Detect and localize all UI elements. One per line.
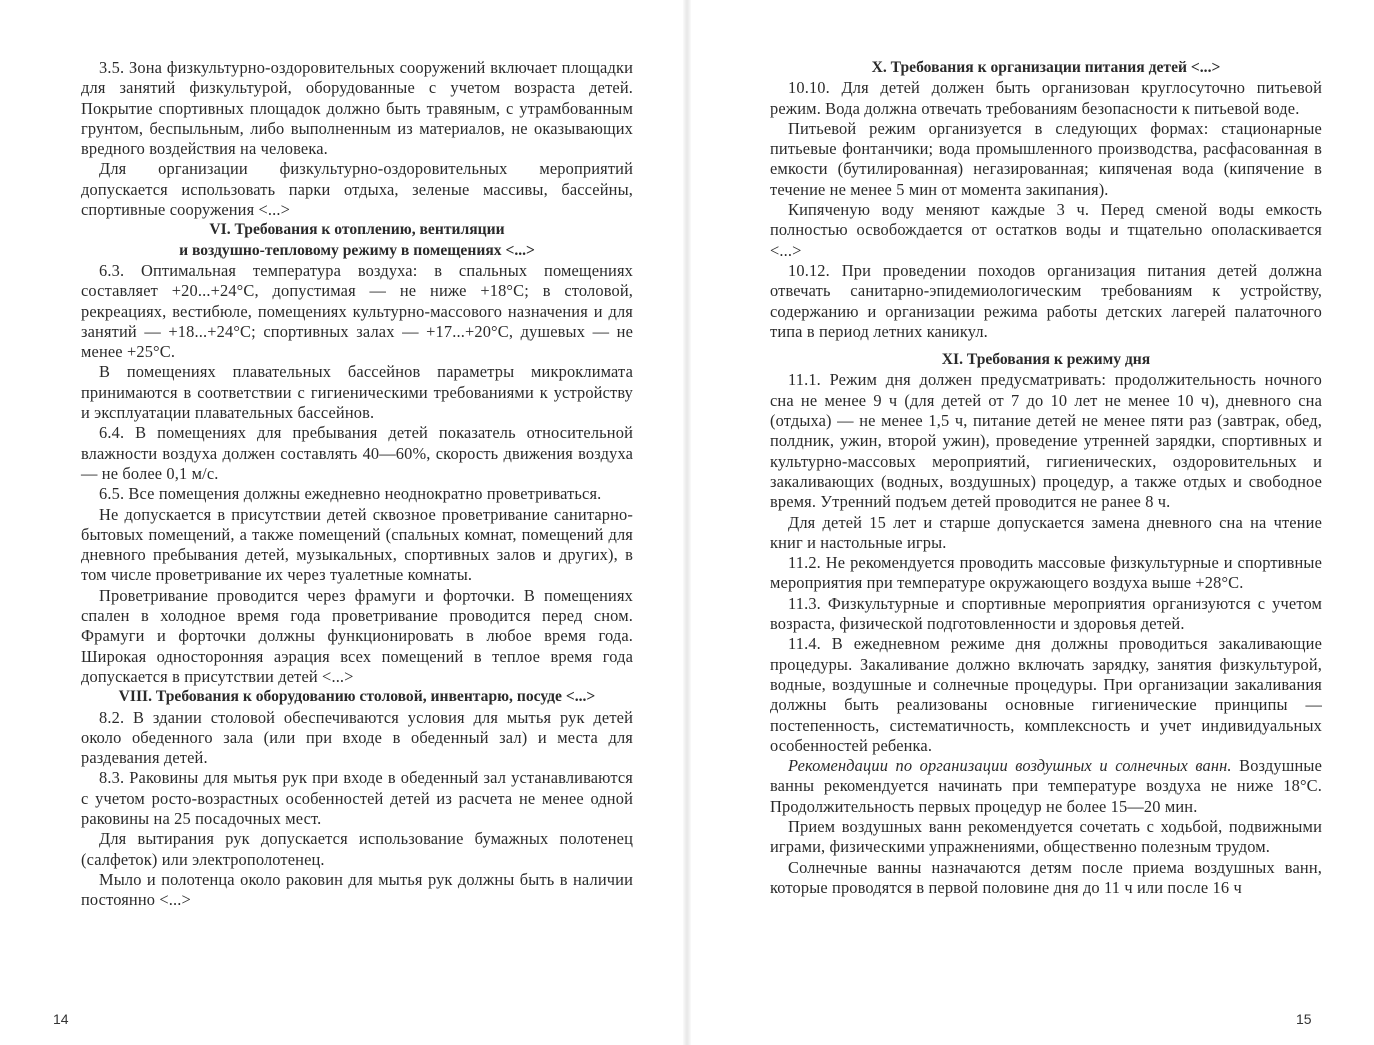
section-heading: X. Требования к организации питания детей <...> xyxy=(871,59,1221,76)
paragraph: Для организации физкультурно-оздоровительных мероприятий допускается использовать парки отдыха, зеленые массивы, бассейны, спортивные сооружения <...> xyxy=(81,159,633,220)
page-number: 15 xyxy=(1296,1011,1312,1027)
italic-lead: Рекомендации по организации воздушных и солнечных ванн. xyxy=(788,756,1232,776)
paragraph: 11.4. В ежедневном режиме дня должны проводиться закаливающие процедуры. Закаливание должно включать зарядку, занятия физкультурой, водные, воздушные и солнечные процедуры. При организации закаливания должны быть реализованы основные гигиенические принципы — постепенность, систематичность, комплексность и учет индивидуальных особенностей ребенка. xyxy=(770,634,1322,755)
paragraph: 3.5. Зона физкультурно-оздоровительных сооружений включает площадки для занятий физкультурой, оборудованные с учетом возраста детей. Покрытие спортивных площадок должно быть травяным, с утрамбованным грунтом, беспыльным, либо выполненным из материалов, не оказывающих вредного воздействия на человека. xyxy=(81,58,633,159)
paragraph: Для вытирания рук допускается использование бумажных полотенец (салфеток) или электрополотенец. xyxy=(81,829,633,869)
paragraph: Питьевой режим организуется в следующих формах: стационарные питьевые фонтанчики; вода промышленного производства, расфасованная в емкости (бутилированная) негазированная; кипяченая вода (кипячение в течение не менее 5 мин от момента закипания). xyxy=(770,118,1322,199)
paragraph: 6.5. Все помещения должны ежедневно неоднократно проветриваться. xyxy=(99,484,602,504)
paragraph: Кипяченую воду меняют каждые 3 ч. Перед сменой воды емкость полностью освобождается от остатков воды и тщательно ополаскивается <...> xyxy=(770,200,1322,260)
paragraph: Прием воздушных ванн рекомендуется сочетать с ходьбой, подвижными играми, физическими упражнениями, общественно полезным трудом. xyxy=(770,816,1322,857)
paragraph: Мыло и полотенца около раковин для мытья рук должны быть в наличии постоянно <...> xyxy=(81,869,633,910)
section-heading: VI. Требования к отоплению, вентиляции xyxy=(209,221,505,239)
paragraph: 11.2. Не рекомендуется проводить массовые физкультурные и спортивные мероприятия при температуре окружающего воздуха выше +28°С. xyxy=(770,553,1322,593)
paragraph: 10.12. При проведении походов организация питания детей должна отвечать санитарно-эпидемиологическим требованиям к устройству, содержанию и организации режима работы детских лагерей палаточного типа в период летних каникул. xyxy=(770,260,1322,341)
paragraph: 10.10. Для детей должен быть организован круглосуточно питьевой режим. Вода должна отвечать требованиям безопасности к питьевой воде. xyxy=(770,78,1322,118)
paragraph: 8.2. В здании столовой обеспечиваются условия для мытья рук детей около обеденного зала (или при входе в обеденный зал) и места для раздевания детей. xyxy=(81,707,633,768)
paragraph-text: Воздушные ванны рекомендуется начинать при температуре воздуха не ниже 18°С. Продолжительность первых процедур не более 15—20 мин. xyxy=(770,756,1322,816)
section-heading: XI. Требования к режиму дня xyxy=(941,351,1151,369)
paragraph xyxy=(770,756,1322,817)
paragraph: 8.3. Раковины для мытья рук при входе в обеденный зал устанавливаются с учетом росто-возрастных особенностей детей из расчета не менее одной раковины на 25 посадочных мест. xyxy=(81,768,633,828)
paragraph: Солнечные ванны назначаются детям после приема воздушных ванн, которые проводятся в первой половине дня до 11 ч или после 16 ч xyxy=(770,857,1322,897)
right-page xyxy=(687,0,1374,1045)
page-number: 14 xyxy=(53,1011,69,1027)
paragraph: 11.1. Режим дня должен предусматривать: продолжительность ночного сна не менее 9 ч (для детей от 7 до 10 лет не менее 10 ч), дневного сна (отдыха) — не менее 1,5 ч, питание детей не менее пяти раз (завтрак, обед, полдник, ужин, второй ужин), проведение утренней зарядки, спортивных и культурно-массовых мероприятий, гигиенических, оздоровительных и закаливающих (водных, воздушных) процедур, а также отдых и свободное время. Утренний подъем детей проводится не ранее 8 ч. xyxy=(770,370,1322,512)
section-heading: VIII. Требования к оборудованию столовой, инвентарю, посуде <...> xyxy=(118,688,596,706)
left-text-column xyxy=(81,58,633,910)
paragraph: Проветривание проводится через фрамуги и форточки. В помещениях спален в холодное время года проветривание проводится перед сном. Фрамуги и форточки должны функционировать в любое время года. Широкая односторонняя аэрация всех помещений в теплое время года допускается в присутствии детей <...> xyxy=(81,585,633,686)
right-text-column xyxy=(770,58,1322,898)
paragraph: Для детей 15 лет и старше допускается замена дневного сна на чтение книг и настольные игры. xyxy=(770,512,1322,552)
paragraph: В помещениях плавательных бассейнов параметры микроклимата принимаются в соответствии с гигиеническими требованиями к устройству и эксплуатации плавательных бассейнов. xyxy=(81,362,633,423)
paragraph: 6.3. Оптимальная температура воздуха: в спальных помещениях составляет +20...+24°С, допустимая — не ниже +18°С; в столовой, рекреациях, вестибюле, помещениях культурно-массового назначения и для занятий — +18...+24°С; спортивных залах — +17...+20°С, душевых — не менее +25°С. xyxy=(81,260,633,362)
paragraph: 11.3. Физкультурные и спортивные мероприятия организуются с учетом возраста, физической подготовленности и здоровья детей. xyxy=(770,593,1322,634)
paragraph: 6.4. В помещениях для пребывания детей показатель относительной влажности воздуха должен составлять 40—60%, скорость движения воздуха — не более 0,1 м/с. xyxy=(81,423,633,483)
section-heading: и воздушно-тепловому режиму в помещениях <...> xyxy=(179,241,535,259)
paragraph: Не допускается в присутствии детей сквозное проветривание санитарно-бытовых помещений, а также помещений (спальных комнат, помещений для дневного пребывания детей, музыкальных, спортивных залов и других), в том числе проветривание их через туалетные комнаты. xyxy=(81,504,633,585)
